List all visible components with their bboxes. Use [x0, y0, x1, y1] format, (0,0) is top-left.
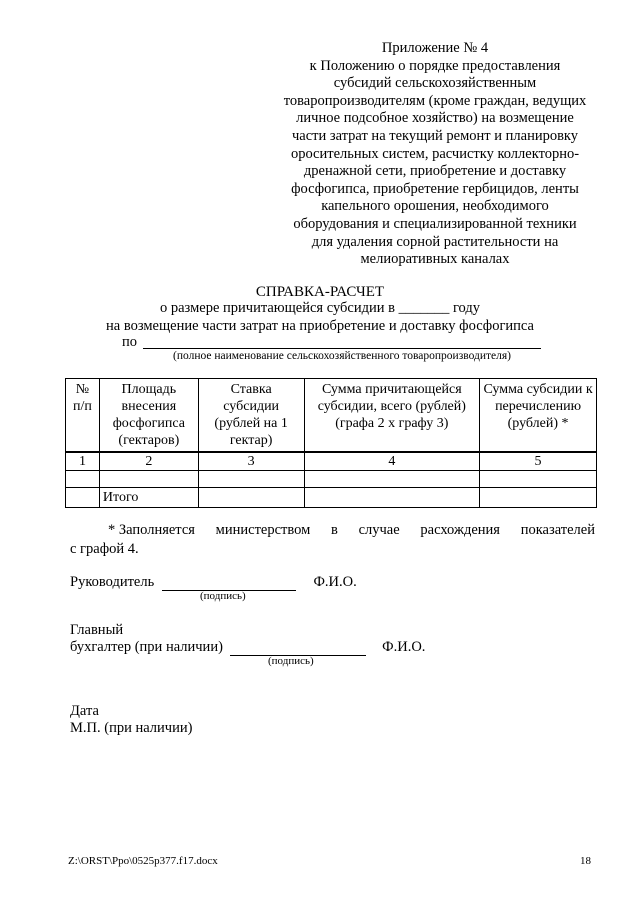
appendix-line: товаропроизводителям (кроме граждан, ведущих	[283, 92, 587, 109]
signature-caption: (подпись)	[268, 655, 314, 667]
table-cell[interactable]	[99, 471, 198, 488]
po-label: по	[122, 334, 138, 350]
appendix-line: части затрат на текущий ремонт и планировку	[291, 127, 579, 144]
producer-name-caption: (полное наименование сельскохозяйственного товаропроизводителя)	[173, 350, 511, 362]
appendix-line: дренажной сети, приобретение и доставку	[303, 163, 567, 180]
appendix-header	[270, 40, 600, 269]
appendix-line: Приложение № 4	[381, 40, 489, 56]
appendix-line: для удаления сорной растительности на	[311, 233, 559, 250]
appendix-line: личное подсобное хозяйство) на возмещение	[296, 110, 574, 127]
table-cell[interactable]	[198, 488, 304, 508]
footer-file-path: Z:\ORST\Ppo\0525p377.f17.docx	[68, 855, 218, 867]
table-row	[66, 471, 597, 488]
table-cell: 3	[198, 452, 304, 471]
table-cell[interactable]	[480, 471, 597, 488]
appendix-line: оросительных систем, расчистку коллекторно-	[290, 145, 580, 162]
head-label: Руководитель	[70, 574, 155, 590]
appendix-line: оборудования и специализированной техники	[293, 215, 577, 232]
footnote-word: случае	[358, 522, 400, 538]
head-name: Ф.И.О.	[313, 574, 357, 590]
head-signature-line[interactable]	[162, 576, 296, 591]
producer-name-field[interactable]	[143, 348, 541, 349]
table-header-cell: № п/п	[66, 379, 100, 453]
footnote	[70, 521, 595, 559]
date-label: Дата	[70, 703, 99, 719]
appendix-line: субсидий сельскохозяйственным	[333, 75, 537, 92]
subsidy-table	[65, 378, 597, 508]
total-label: Итого	[99, 488, 198, 508]
accountant-signature	[70, 639, 425, 656]
table-header-cell: Площадь внесения фосфогипса (гектаров)	[99, 379, 198, 453]
footnote-line-2: с графой 4.	[70, 541, 139, 557]
table-cell: 1	[66, 452, 100, 471]
appendix-line: капельного орошения, необходимого	[321, 198, 549, 215]
document-subtitle-2: на возмещение части затрат на приобретение и доставку фосфогипса	[106, 318, 534, 334]
signature-caption: (подпись)	[200, 590, 246, 602]
document-title: СПРАВКА-РАСЧЕТ	[255, 284, 385, 300]
accountant-name: Ф.И.О.	[382, 639, 426, 655]
footnote-word: * Заполняется	[108, 522, 195, 538]
table-cell: 2	[99, 452, 198, 471]
table-cell	[66, 488, 100, 508]
table-header-cell: Сумма субсидии к перечислению (рублей) *	[480, 379, 597, 453]
accountant-label-1: Главный	[70, 622, 124, 638]
table-header-cell: Ставка субсидии (рублей на 1 гектар)	[198, 379, 304, 453]
head-signature	[70, 574, 357, 591]
table-total-row	[66, 488, 597, 508]
accountant-signature-line[interactable]	[230, 641, 366, 656]
accountant-label-2: бухгалтер (при наличии)	[70, 639, 223, 655]
table-cell[interactable]	[480, 488, 597, 508]
appendix-line: к Положению о порядке предоставления	[309, 57, 561, 74]
table-header-cell: Сумма причитающейся субсидии, всего (рублей) (графа 2 х графу 3)	[304, 379, 480, 453]
footnote-word: министерством	[215, 522, 311, 538]
page-number: 18	[580, 855, 591, 867]
table-cell: 5	[480, 452, 597, 471]
appendix-line: фосфогипса, приобретение гербицидов, ленты	[291, 180, 579, 197]
table-cell[interactable]	[304, 488, 480, 508]
table-cell[interactable]	[198, 471, 304, 488]
table-number-row	[66, 452, 597, 471]
document-subtitle: о размере причитающейся субсидии в _______ году	[160, 300, 480, 316]
table-header-row	[66, 379, 597, 453]
table-cell[interactable]	[304, 471, 480, 488]
table-cell[interactable]	[66, 471, 100, 488]
footnote-word: в	[331, 522, 338, 538]
stamp-label: М.П. (при наличии)	[70, 720, 193, 736]
appendix-line: мелиоративных каналах	[360, 251, 510, 268]
table-cell: 4	[304, 452, 480, 471]
footnote-word: расхождения	[420, 522, 500, 538]
footnote-word: показателей	[520, 522, 595, 538]
